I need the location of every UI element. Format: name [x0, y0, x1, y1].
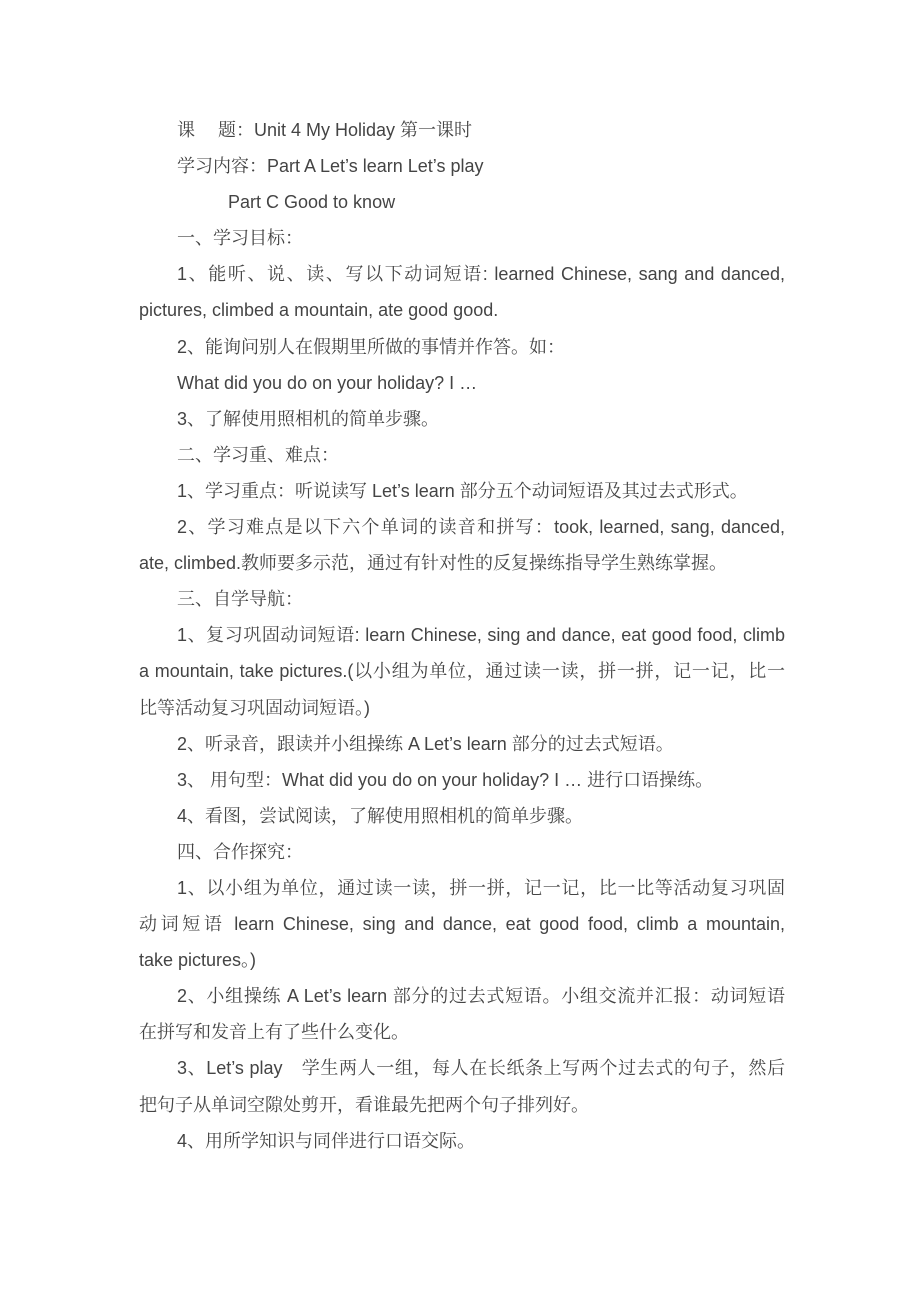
text-line: 学习内容：Part A Let’s learn Let’s play: [177, 156, 484, 177]
text-line: Part C Good to know: [228, 192, 396, 213]
text-line: 动词短语 learn Chinese, sing and dance, eat good food, climb a mountain,: [139, 914, 785, 935]
text-line: 在拼写和发音上有了些什么变化。: [139, 1022, 409, 1043]
text-line: 4、看图，尝试阅读，了解使用照相机的简单步骤。: [177, 805, 584, 826]
text-line: 1、以小组为单位，通过读一读，拼一拼，记一记，比一比等活动复习巩固: [177, 877, 785, 898]
text-line: 3、Let’s play 学生两人一组，每人在长纸条上写两个过去式的句子，然后: [177, 1058, 785, 1079]
text-line: 1、能听、说、读、写以下动词短语: learned Chinese, sang and danced,: [177, 264, 785, 285]
text-line: 3、 用句型：What did you do on your holiday? I … 进行口语操练。: [177, 769, 714, 790]
text-line: 4、用所学知识与同伴进行口语交际。: [177, 1130, 476, 1151]
text-line: take pictures。): [139, 950, 257, 971]
text-line: What did you do on your holiday? I …: [177, 372, 478, 393]
text-line: a mountain, take pictures.(以小组为单位，通过读一读，拼一拼，记一记，比一: [139, 661, 785, 682]
text-line: 比等活动复习巩固动词短语。): [139, 697, 370, 718]
text-line: 3、了解使用照相机的简单步骤。: [177, 408, 440, 429]
document-body: [139, 112, 785, 1159]
text-line: 一、学习目标：: [177, 228, 303, 249]
text-line: 课 题：Unit 4 My Holiday 第一课时: [177, 120, 473, 140]
text-line: 二、学习重、难点：: [177, 444, 339, 465]
text-line: pictures, climbed a mountain, ate good good.: [139, 300, 499, 321]
text-line: 2、小组操练 A Let’s learn 部分的过去式短语。小组交流并汇报：动词短语: [177, 986, 785, 1007]
text-line: 四、合作探究：: [177, 841, 303, 862]
text-line: 2、听录音，跟读并小组操练 A Let’s learn 部分的过去式短语。: [177, 733, 674, 754]
text-line: ate, climbed.教师要多示范，通过有针对性的反复操练指导学生熟练掌握。: [139, 553, 728, 574]
text-line: 把句子从单词空隙处剪开，看谁最先把两个句子排列好。: [139, 1094, 589, 1115]
text-line: 2、学习难点是以下六个单词的读音和拼写：took, learned, sang, danced,: [177, 517, 785, 538]
text-line: 2、能询问别人在假期里所做的事情并作答。如：: [177, 336, 566, 357]
text-line: 1、学习重点：听说读写 Let’s learn 部分五个动词短语及其过去式形式。: [177, 480, 748, 501]
text-line: 三、自学导航：: [177, 589, 303, 610]
text-line: 1、复习巩固动词短语: learn Chinese, sing and dance, eat good food, climb: [177, 625, 785, 646]
